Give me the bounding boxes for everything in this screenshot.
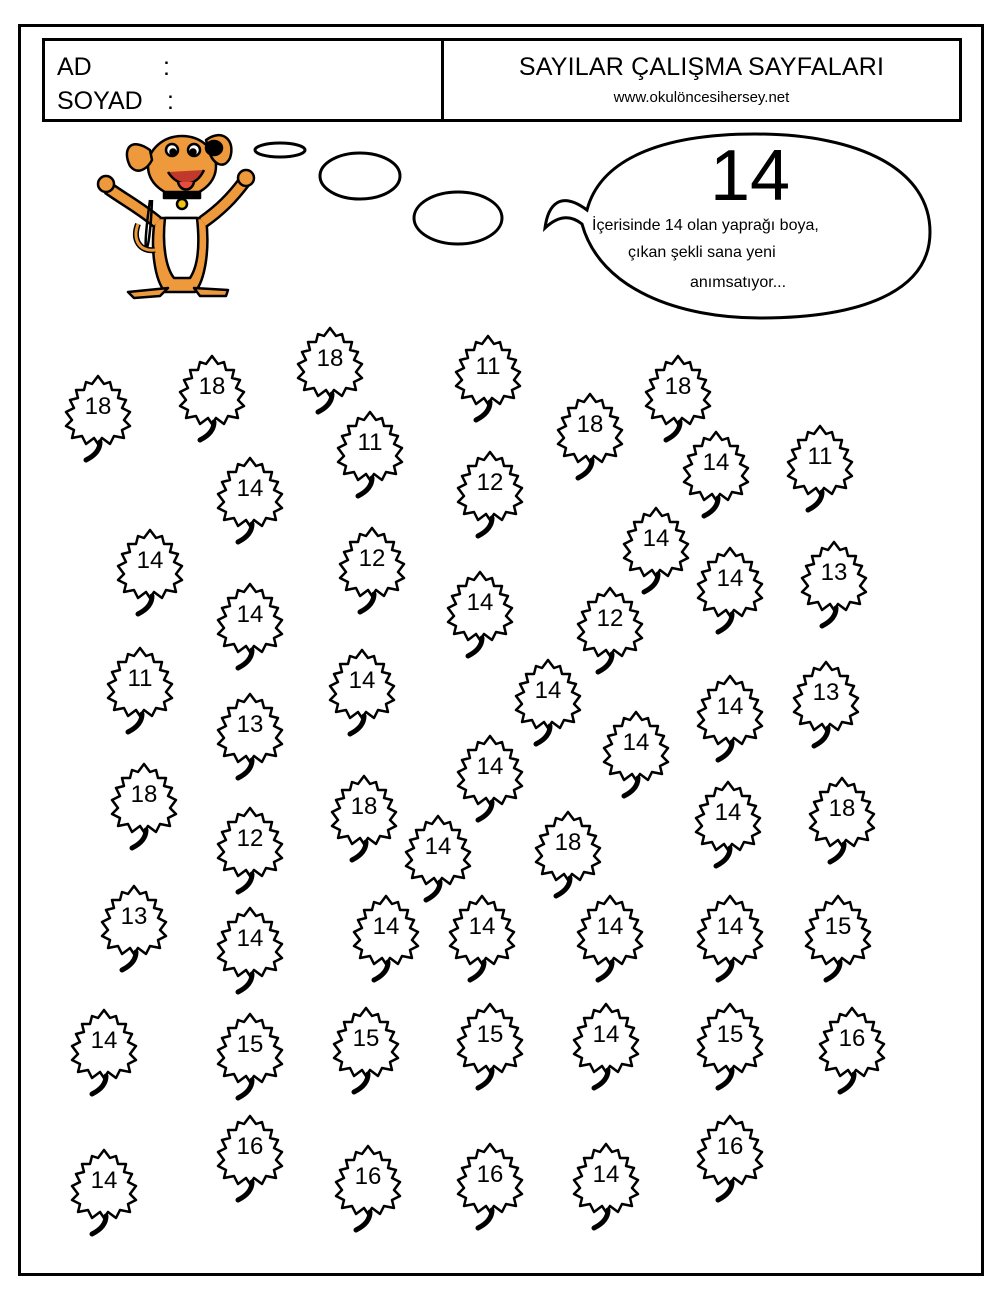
leaf-item[interactable]	[690, 1108, 770, 1204]
name-label: AD	[57, 53, 92, 81]
leaf-number: 14	[596, 913, 624, 940]
leaf-number: 14	[592, 1161, 620, 1188]
leaf-item[interactable]	[690, 540, 770, 636]
leaf-item[interactable]	[690, 996, 770, 1092]
leaf-number: 14	[716, 565, 744, 592]
leaf-item[interactable]	[528, 804, 608, 900]
leaf-item[interactable]	[64, 1002, 144, 1098]
dog-mascot	[98, 135, 254, 298]
leaf-item[interactable]	[440, 564, 520, 660]
leaf-number: 16	[236, 1133, 264, 1160]
sheet-title: SAYILAR ÇALIŞMA SAYFALARI	[518, 53, 885, 81]
leaf-number: 14	[90, 1027, 118, 1054]
leaf-item[interactable]	[448, 328, 528, 424]
leaf-number: 14	[716, 693, 744, 720]
leaf-item[interactable]	[346, 888, 426, 984]
leaf-number: 11	[127, 665, 153, 692]
leaf-item[interactable]	[450, 444, 530, 540]
leaf-number: 14	[348, 667, 376, 694]
leaf-number: 14	[236, 475, 264, 502]
leaf-number: 14	[136, 547, 164, 574]
leaf-item[interactable]	[596, 704, 676, 800]
leaf-number: 14	[702, 449, 730, 476]
leaf-number: 16	[476, 1161, 504, 1188]
leaf-number: 18	[316, 345, 344, 372]
leaf-item[interactable]	[322, 642, 402, 738]
leaf-item[interactable]	[324, 768, 404, 864]
leaf-number: 13	[812, 679, 840, 706]
leaf-item[interactable]	[566, 996, 646, 1092]
website-label: www.okulöncesihersey.net	[613, 89, 790, 106]
leaf-item[interactable]	[332, 520, 412, 616]
leaf-item[interactable]	[450, 1136, 530, 1232]
leaf-number: 12	[236, 825, 264, 852]
leaf-number: 15	[716, 1021, 744, 1048]
leaf-number: 14	[534, 677, 562, 704]
leaf-item[interactable]	[172, 348, 252, 444]
leaf-item[interactable]	[58, 368, 138, 464]
leaf-item[interactable]	[210, 1006, 290, 1102]
leaf-number: 14	[468, 913, 496, 940]
surname-colon: :	[167, 87, 174, 115]
leaf-item[interactable]	[802, 770, 882, 866]
leaf-number: 16	[354, 1163, 382, 1190]
leaf-item[interactable]	[110, 522, 190, 618]
leaf-item[interactable]	[210, 576, 290, 672]
leaf-number: 18	[576, 411, 604, 438]
leaf-number: 18	[350, 793, 378, 820]
leaf-item[interactable]	[442, 888, 522, 984]
leaf-number: 12	[358, 545, 386, 572]
leaf-item[interactable]	[326, 1000, 406, 1096]
leaf-number: 16	[838, 1025, 866, 1052]
leaf-number: 14	[592, 1021, 620, 1048]
instruction-line-1: İçerisinde 14 olan yaprağı boya,	[592, 217, 819, 234]
leaf-number: 15	[236, 1031, 264, 1058]
leaf-number: 15	[352, 1025, 380, 1052]
leaf-item[interactable]	[210, 900, 290, 996]
leaf-item[interactable]	[550, 386, 630, 482]
leaf-number: 18	[130, 781, 158, 808]
leaf-item[interactable]	[690, 668, 770, 764]
leaf-item[interactable]	[94, 878, 174, 974]
leaf-number: 11	[475, 353, 501, 380]
leaf-number: 14	[466, 589, 494, 616]
leaf-number: 12	[476, 469, 504, 496]
leaf-item[interactable]	[210, 450, 290, 546]
leaf-number: 14	[642, 525, 670, 552]
leaf-number: 15	[476, 1021, 504, 1048]
leaf-item[interactable]	[64, 1142, 144, 1238]
leaf-number: 14	[716, 913, 744, 940]
leaf-item[interactable]	[104, 756, 184, 852]
leaf-item[interactable]	[210, 686, 290, 782]
leaf-number: 16	[716, 1133, 744, 1160]
leaf-number: 14	[236, 925, 264, 952]
leaf-number: 13	[236, 711, 264, 738]
leaf-number: 14	[372, 913, 400, 940]
leaf-number: 18	[554, 829, 582, 856]
leaf-item[interactable]	[566, 1136, 646, 1232]
leaf-number: 18	[198, 373, 226, 400]
illustration-layer	[0, 0, 1006, 330]
leaf-number: 13	[820, 559, 848, 586]
leaf-item[interactable]	[328, 1138, 408, 1234]
target-number: 14	[709, 136, 791, 216]
leaf-number: 11	[807, 443, 833, 470]
leaf-item[interactable]	[688, 774, 768, 870]
leaf-number: 18	[828, 795, 856, 822]
thought-dot-medium	[320, 153, 400, 199]
leaf-number: 15	[824, 913, 852, 940]
leaf-item[interactable]	[290, 320, 370, 416]
leaf-item[interactable]	[812, 1000, 892, 1096]
leaf-item[interactable]	[780, 418, 860, 514]
leaf-number: 14	[236, 601, 264, 628]
leaf-number: 18	[664, 373, 692, 400]
instruction-line-2: çıkan şekli sana yeni	[628, 244, 776, 261]
leaf-number: 11	[357, 429, 383, 456]
leaf-number: 12	[596, 605, 624, 632]
leaf-item[interactable]	[570, 888, 650, 984]
name-colon: :	[163, 53, 170, 81]
leaf-number: 14	[714, 799, 742, 826]
surname-label: SOYAD	[57, 87, 143, 115]
leaf-number: 13	[120, 903, 148, 930]
leaf-number: 14	[90, 1167, 118, 1194]
leaf-number: 18	[84, 393, 112, 420]
thought-dot-small	[255, 143, 305, 157]
leaf-item[interactable]	[210, 1108, 290, 1204]
thought-dot-large	[414, 192, 502, 244]
leaf-item[interactable]	[690, 888, 770, 984]
leaf-number: 14	[424, 833, 452, 860]
leaf-number: 14	[476, 753, 504, 780]
leaf-item[interactable]	[798, 888, 878, 984]
leaf-item[interactable]	[210, 800, 290, 896]
leaf-item[interactable]	[450, 996, 530, 1092]
instruction-line-3: anımsatıyor...	[690, 274, 787, 291]
leaf-item[interactable]	[786, 654, 866, 750]
leaf-item[interactable]	[794, 534, 874, 630]
leaf-number: 14	[622, 729, 650, 756]
leaf-item[interactable]	[330, 404, 410, 500]
leaf-item[interactable]	[100, 640, 180, 736]
